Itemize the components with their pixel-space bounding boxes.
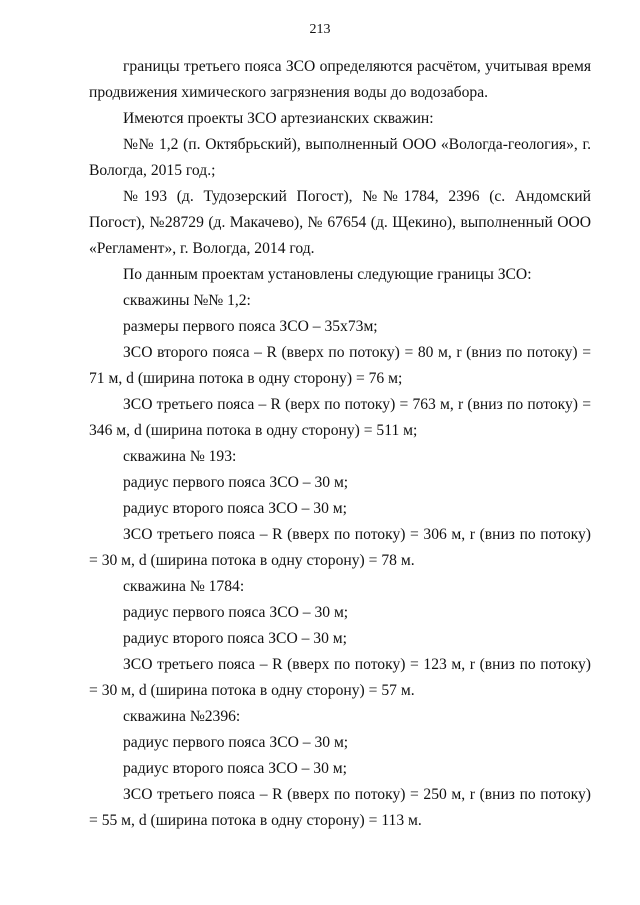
paragraph-wells-1-2-zone1: размеры первого пояса ЗСО – 35х73м; [123, 318, 378, 335]
paragraph-wells-1-2-zone2: ЗСО второго пояса – R (вверх по потоку) = 80 м, r (вниз по потоку) = 71 м, d (ширина потока в одну сторону) = 76 м; [89, 344, 591, 387]
paragraph-boundaries-intro: По данным проектам установлены следующие границы ЗСО: [123, 266, 532, 283]
paragraph-third-zone-definition: границы третьего пояса ЗСО определяются расчётом, учитывая время продвижения химического загрязнения воды до водозабора. [89, 58, 591, 101]
heading-well-2396: скважина №2396: [123, 708, 241, 725]
document-body [89, 54, 591, 834]
paragraph-well-193-zone1: радиус первого пояса ЗСО – 30 м; [123, 474, 349, 491]
paragraph-project-reglament: №193 (д. Тудозерский Погост), №№1784, 2396 (с. Андомский Погост), №28729 (д. Макачево), № 67654 (д. Щекино), выполненный ООО «Регламент», г. Вологда, 2014 год. [89, 188, 591, 257]
paragraph-well-193-zone3: ЗСО третьего пояса – R (вверх по потоку) = 306 м, r (вниз по потоку) = 30 м, d (ширина потока в одну сторону) = 78 м. [89, 526, 591, 569]
paragraph-well-1784-zone1: радиус первого пояса ЗСО – 30 м; [123, 604, 349, 621]
heading-well-1784: скважина № 1784: [123, 578, 245, 595]
paragraph-well-193-zone2: радиус второго пояса ЗСО – 30 м; [123, 500, 347, 517]
paragraph-well-1784-zone2: радиус второго пояса ЗСО – 30 м; [123, 630, 347, 647]
paragraph-well-1784-zone3: ЗСО третьего пояса – R (вверх по потоку) = 123 м, r (вниз по потоку) = 30 м, d (ширина потока в одну сторону) = 57 м. [89, 656, 591, 699]
paragraph-project-oktyabrsky: №№ 1,2 (п. Октябрьский), выполненный ООО «Вологда-геология», г. Вологда, 2015 год.; [89, 136, 591, 179]
heading-wells-1-2: скважины №№ 1,2: [123, 292, 251, 309]
paragraph-well-2396-zone1: радиус первого пояса ЗСО – 30 м; [123, 734, 349, 751]
heading-well-193: скважина № 193: [123, 448, 237, 465]
paragraph-well-2396-zone2: радиус второго пояса ЗСО – 30 м; [123, 760, 347, 777]
paragraph-projects-intro: Имеются проекты ЗСО артезианских скважин: [123, 110, 434, 127]
paragraph-well-2396-zone3: ЗСО третьего пояса – R (вверх по потоку) = 250 м, r (вниз по потоку) = 55 м, d (ширина потока в одну сторону) = 113 м. [89, 786, 591, 829]
page-number: 213 [309, 22, 331, 37]
paragraph-wells-1-2-zone3: ЗСО третьего пояса – R (верх по потоку) = 763 м, r (вниз по потоку) = 346 м, d (ширина потока в одну сторону) = 511 м; [89, 396, 591, 439]
